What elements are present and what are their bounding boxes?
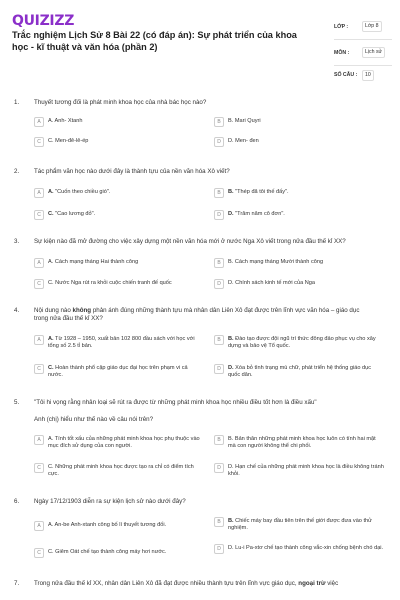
question-text-emphasis: không bbox=[72, 307, 92, 314]
option-d[interactable] bbox=[214, 365, 384, 379]
option-label: D. bbox=[228, 211, 234, 217]
option-text: Hoàn thành phổ cập giáo dục đại học trên phạm vi cả nước. bbox=[48, 365, 188, 378]
option-letter: C bbox=[34, 210, 44, 220]
option-letter: D bbox=[214, 364, 224, 374]
option-letter: B bbox=[214, 188, 224, 198]
question-subtext: Anh (chị) hiểu như thế nào về câu nói trên? bbox=[34, 416, 154, 423]
option-b[interactable] bbox=[214, 259, 384, 268]
option-text: Từ 1928 – 1950, xuất bản 102 800 đầu sách với học với tổng số 2.5 tỉ bản. bbox=[48, 336, 195, 349]
meta-key: MÔN : bbox=[334, 49, 350, 56]
option-text: D. Men- đen bbox=[228, 138, 259, 144]
question-text-part: việc bbox=[325, 580, 339, 587]
option-c[interactable] bbox=[34, 280, 204, 289]
meta-panel bbox=[334, 14, 392, 84]
option-label: B. bbox=[228, 189, 234, 195]
option-letter: A bbox=[34, 521, 44, 531]
option-letter: A bbox=[34, 335, 44, 345]
option-letter: B bbox=[214, 335, 224, 345]
question-number: 7. bbox=[14, 580, 20, 587]
meta-value: 10 bbox=[362, 70, 374, 81]
option-letter: C bbox=[34, 463, 44, 473]
option-a[interactable] bbox=[34, 436, 204, 450]
option-b[interactable] bbox=[214, 436, 384, 450]
option-text: D. Lu-i Pa-xtơ chế tạo thành công vắc-xin chống bệnh chó dại. bbox=[228, 545, 384, 551]
question-text: Ngày 17/12/1903 diễn ra sự kiện lịch sử nào dưới đây? bbox=[34, 498, 186, 505]
option-letter: C bbox=[34, 279, 44, 289]
quizizz-logo: QUIZIZZ bbox=[12, 13, 75, 29]
question-text-part: Trong nửa đầu thế kỉ XX, nhân dân Liên Xô đã đạt được nhiều thành tựu trên lĩnh vực giáo dục, bbox=[34, 580, 299, 587]
question-number: 6. bbox=[14, 498, 20, 505]
option-a[interactable] bbox=[34, 336, 202, 350]
option-letter: D bbox=[214, 544, 224, 554]
question-number: 3. bbox=[14, 238, 20, 245]
option-text: "Trăm năm cô đơn". bbox=[235, 211, 285, 217]
option-a[interactable] bbox=[34, 189, 204, 198]
option-d[interactable] bbox=[214, 211, 384, 220]
meta-value: Lịch sử bbox=[362, 47, 385, 58]
question-number: 4. bbox=[14, 307, 20, 314]
question-text: Tác phẩm văn học nào dưới đây là thành tựu của nền văn hóa Xô viết? bbox=[34, 168, 230, 175]
option-c[interactable] bbox=[34, 211, 204, 220]
option-text: B. Mari Quyri bbox=[228, 118, 261, 124]
question-number: 5. bbox=[14, 399, 20, 406]
question-text: Thuyết tương đối là phát minh khoa học của nhà bác học nào? bbox=[34, 99, 207, 106]
option-label: A. bbox=[48, 336, 54, 342]
option-a[interactable] bbox=[34, 522, 204, 531]
option-letter: B bbox=[214, 117, 224, 127]
question-text-part: phản ánh đúng những thành tựu mà nhân dân Liên Xô đạt được trên lĩnh vực văn hóa – giáo dục trong nửa đầu thế kỉ XX? bbox=[34, 307, 360, 323]
option-text: D. Chính sách kinh tế mới của Nga bbox=[228, 280, 315, 286]
option-letter: B bbox=[214, 517, 224, 527]
option-label: B. bbox=[228, 336, 234, 342]
question-number: 2. bbox=[14, 168, 20, 175]
option-d[interactable] bbox=[214, 138, 384, 147]
question-text bbox=[34, 580, 374, 588]
question-text: Sự kiện nào đã mở đường cho việc xây dựng một nền văn hóa mới ở nước Nga Xô viết trong nửa đầu thế kỉ XX? bbox=[34, 238, 346, 245]
meta-key: LỚP : bbox=[334, 23, 349, 30]
worksheet-title: Trắc nghiệm Lịch Sử 8 Bài 22 (có đáp án): Sự phát triển của khoa học - kĩ thuật và văn hóa (phần 2) bbox=[12, 30, 297, 52]
option-b[interactable] bbox=[214, 189, 384, 198]
option-letter: C bbox=[34, 364, 44, 374]
option-b[interactable] bbox=[214, 118, 384, 127]
question-text: "Tôi hi vọng rằng nhân loại sẽ rút ra được từ những phát minh khoa học nhiều điều tốt hơn là điều xấu" bbox=[34, 399, 317, 406]
option-letter: B bbox=[214, 258, 224, 268]
option-label: D. bbox=[228, 365, 234, 371]
option-text: A. Anh- Xtanh bbox=[48, 118, 83, 124]
option-a[interactable] bbox=[34, 118, 204, 127]
meta-key: SỐ CÂU : bbox=[334, 72, 358, 78]
option-letter: B bbox=[214, 435, 224, 445]
option-letter: A bbox=[34, 188, 44, 198]
option-letter: D bbox=[214, 463, 224, 473]
option-text: B. Bản thân những phát minh khoa học luôn có tính hai mặt mà con người không thể chi phối. bbox=[228, 436, 376, 449]
option-text: B. Cách mạng tháng Mười thành công bbox=[228, 259, 324, 265]
option-text: "Cao lương đỏ". bbox=[55, 211, 96, 217]
option-label: C. bbox=[48, 211, 54, 217]
option-text: C. Nước Nga rút ra khỏi cuộc chiến tranh đế quốc bbox=[48, 280, 172, 286]
option-c[interactable] bbox=[34, 464, 204, 478]
meta-value: Lớp 8 bbox=[362, 21, 382, 32]
meta-row-grade bbox=[334, 14, 392, 40]
option-b[interactable] bbox=[214, 336, 384, 350]
option-letter: A bbox=[34, 258, 44, 268]
option-text: "Thép đã tôi thế đấy". bbox=[235, 189, 289, 195]
option-letter: A bbox=[34, 435, 44, 445]
option-letter: A bbox=[34, 117, 44, 127]
option-text: C. Những phát minh khoa học được tạo ra chỉ có điểm tích cực. bbox=[48, 464, 194, 477]
option-b[interactable] bbox=[214, 518, 384, 532]
option-c[interactable] bbox=[34, 549, 204, 558]
option-label: C. bbox=[48, 365, 54, 371]
option-text: D. Hạn chế của những phát minh khoa học là điều không tránh khỏi. bbox=[228, 464, 384, 477]
question-text-part: Nội dung nào bbox=[34, 307, 73, 314]
option-d[interactable] bbox=[214, 545, 384, 554]
option-text: C. Men-đê-lê-ép bbox=[48, 138, 89, 144]
option-d[interactable] bbox=[214, 280, 384, 289]
option-letter: C bbox=[34, 137, 44, 147]
question-text bbox=[34, 307, 374, 323]
option-label: B. bbox=[228, 518, 234, 524]
option-text: C. Giêm Oát chế tạo thành công máy hơi nước. bbox=[48, 549, 167, 555]
option-d[interactable] bbox=[214, 464, 384, 478]
option-a[interactable] bbox=[34, 259, 204, 268]
option-text: Đào tạo được đội ngũ trí thức đông đảo phục vụ cho xây dựng và bảo vệ Tổ quốc. bbox=[228, 336, 376, 349]
option-text: A. Tính tốt xấu của những phát minh khoa học phụ thuộc vào mục đích sử dụng của con người. bbox=[48, 436, 200, 449]
option-letter: C bbox=[34, 548, 44, 558]
option-label: A. bbox=[48, 189, 54, 195]
meta-row-count bbox=[334, 66, 392, 84]
question-text-emphasis: ngoại trừ bbox=[298, 580, 326, 587]
option-letter: D bbox=[214, 210, 224, 220]
option-c[interactable] bbox=[34, 365, 202, 379]
option-text: Chiếc máy bay đầu tiên trên thế giới được đưa vào thử nghiệm. bbox=[228, 518, 372, 531]
option-letter: D bbox=[214, 137, 224, 147]
option-text: Xóa bỏ tình trạng mù chữ, phát triển hệ thống giáo dục quốc dân. bbox=[228, 365, 372, 378]
option-letter: D bbox=[214, 279, 224, 289]
option-text: A. An-be Anh-xtanh công bố lí thuyết tương đối. bbox=[48, 522, 167, 528]
option-text: A. Cách mạng tháng Hai thành công bbox=[48, 259, 139, 265]
question-number: 1. bbox=[14, 99, 20, 106]
meta-row-subject bbox=[334, 40, 392, 66]
option-c[interactable] bbox=[34, 138, 204, 147]
option-text: "Cuốn theo chiều gió". bbox=[55, 189, 111, 195]
